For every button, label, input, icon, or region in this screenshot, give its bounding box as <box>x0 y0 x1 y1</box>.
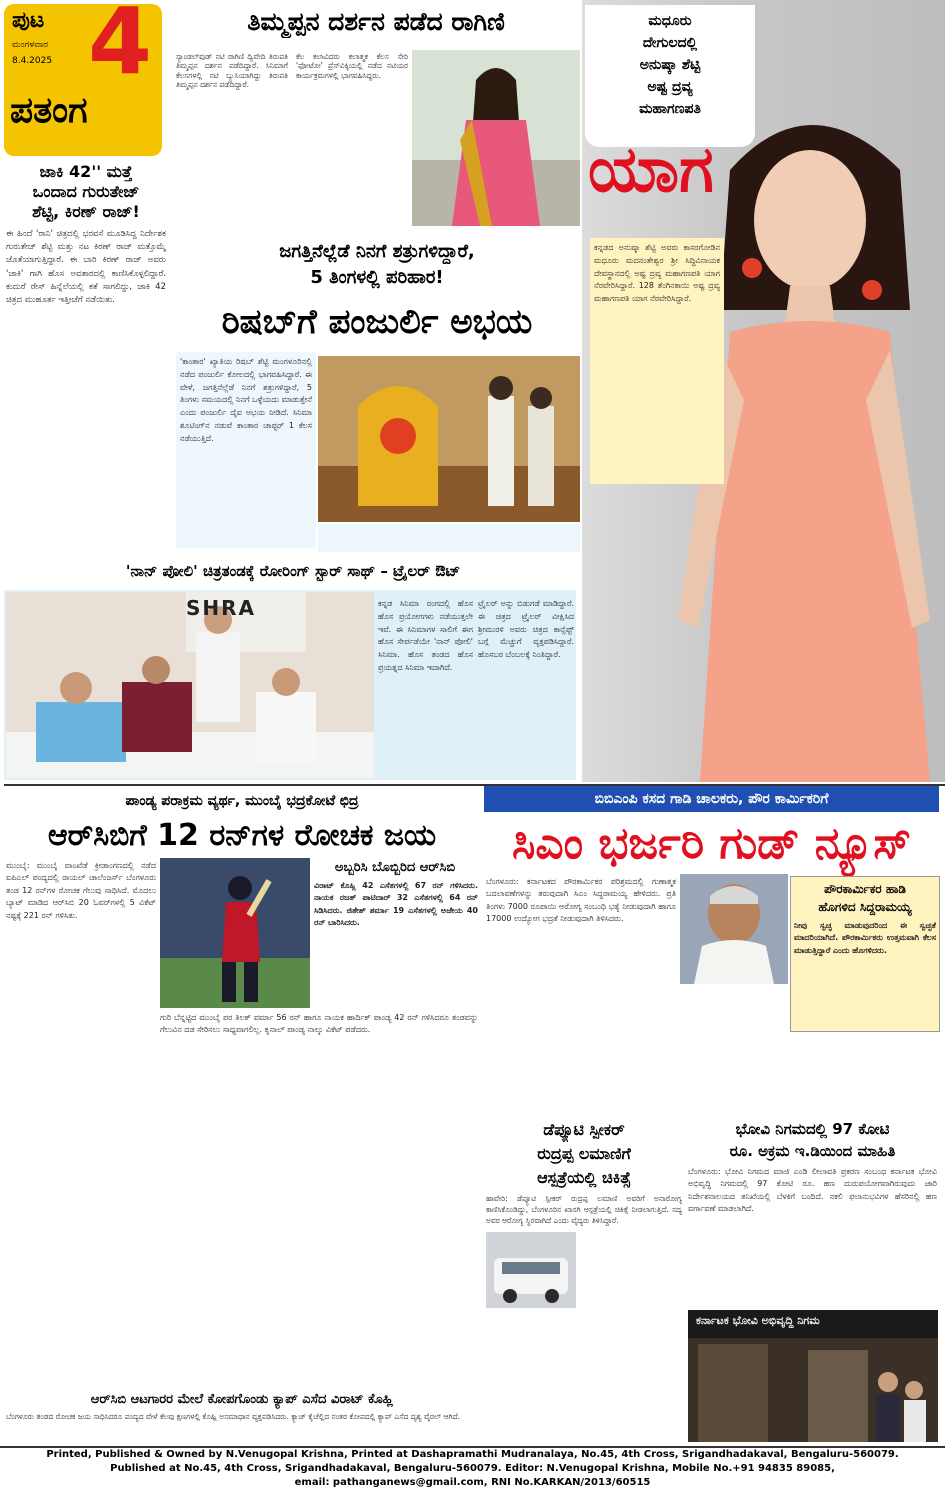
weekday: ಮಂಗಳವಾರ <box>12 40 49 50</box>
naan-poli-body-2: ಟ್ರೈಲರ್ ಅನ್ನು ಬಿಡುಗಡೆ ಮಾಡಿದ್ದಾರೆ. ಈ ಚಿತ್ರದ ಟ್ರೈಲರ್ ವೀಕ್ಷಿಸಿದ ಶ್ರೀಮುರಳಿ ಅವರು ಚಿತ್ರದ ಕಾನ್ಸೆಪ್ಟ್ ಬಗ್ಗೆ ಮೆಚ್ಚುಗೆ ವ್ಯಕ್ತಪಡಿಸಿದ್ದಾರೆ. ಹೊಸಬರ ಬೆಂಬಲಕ್ಕೆ ನಿಂತಿದ್ದಾರೆ. <box>478 599 574 660</box>
pourakarmika-title-1: ಪೌರಕಾರ್ಮಿಕರ ಹಾಡಿ <box>824 882 906 896</box>
cm-headline: ಸಿಎಂ ಭರ್ಜರಿ ಗುಡ್ ನ್ಯೂಸ್ <box>511 818 911 869</box>
bhovi-headline-1: ಭೋವಿ ನಿಗಮದಲ್ಲಿ 97 ಕೋಟಿ <box>735 1120 890 1138</box>
yoga-kicker-4: ಅಷ್ಟ ದ್ರವ್ಯ <box>647 79 693 95</box>
jaaki-headline-2: ಒಂದಾದ ಗುರುತೇಜ್ <box>32 182 140 201</box>
rishab-body: 'ಕಾಂತಾರ' ಖ್ಯಾತಿಯ ರಿಷಬ್ ಶೆಟ್ಟಿ ಮಂಗಳೂರಿನಲ್ಲಿ ನಡೆದ ಪಂಜುರ್ಲಿ ಕೋಲದಲ್ಲಿ ಭಾಗವಹಿಸಿದ್ದಾರೆ. ಈ ವೇಳೆ, ಜಗತ್ತಿನೆಲ್ಲೆಡೆ ನಿನಗೆ ಶತ್ರುಗಳಿದ್ದಾರೆ, 5 ತಿಂಗಳು ಸಮಯದಲ್ಲಿ ನಿನಗೆ ಒಳ್ಳೆಯದು ಮಾಡುತ್ತೇನೆ ಎಂದು ಪಂಜುರ್ಲಿ ದೈವ ಅಭಯ ನೀಡಿದೆ. ಸಿನಿಮಾ ಶೂಟಿಂಗ್‌ನ ನಡುವೆ ಕಾಂತಾರ ಚಾಪ್ಟರ್ 1 ಕೆಲಸ ನಡೆಯುತ್ತಿದೆ. <box>180 357 312 443</box>
ragini-photo <box>412 50 580 226</box>
rishab-kicker-2: 5 ತಿಂಗಳಲ್ಲಿ ಪರಿಹಾರ! <box>310 267 444 288</box>
ragini-body-2: ಕೆಲ ಕಲಾವಿದರು ಕಲಾತ್ಮಕ ಕೆಲಸ ಸೇರಿ 'ಫೋಟೋ' ಪ್ರೆಸ್‌ವಿಕ್ಕಿಯಲ್ಲಿ ನಡೆದ ನಟಿಯರ ಕಾರ್ಯಕ್ರಮಗಳಲ್ಲಿ ಭಾಗವಹಿಸಿದ್ದರು. <box>296 52 408 80</box>
rcb-body-3: ಗುರಿ ಬೆನ್ನಟ್ಟಿದ ಮುಂಬೈ ಪರ ತಿಲಕ್ ವರ್ಮಾ 56 ರನ್ ಹಾಗೂ ನಾಯಕ ಹಾರ್ದಿಕ್ ಪಾಂಡ್ಯ 42 ರನ್ ಗಳಿಸಿದರೂ ತಂಡವನ್ನು ಗೆಲುವಿನ ದಡ ಸೇರಿಸಲು ಸಾಧ್ಯವಾಗಲಿಲ್ಲ. ಕೃನಾಲ್ ಪಾಂಡ್ಯ ನಾಲ್ಕು ವಿಕೆಟ್ ಪಡೆದರು. <box>160 1013 478 1035</box>
yoga-kicker-2: ದೇಗುಲದಲ್ಲಿ <box>642 35 698 51</box>
rcb-headline: ಆರ್‌ಸಿಬಿಗೆ 12 ರನ್‌ಗಳ ರೋಚಕ ಜಯ <box>47 818 437 853</box>
rishab-photo <box>318 356 580 522</box>
ragini-headline: ತಿಮ್ಮಪ್ಪನ ದರ್ಶನ ಪಡೆದ ರಾಗಿಣಿ <box>247 7 505 36</box>
rcb-body-2: ವಿರಾಟ್ ಕೊಹ್ಲಿ 42 ಎಸೆತಗಳಲ್ಲಿ 67 ರನ್ ಗಳಿಸಿದರು. ನಾಯಕ ರಜತ್ ಪಾಟಿದಾರ್ 32 ಎಸೆತಗಳಲ್ಲಿ 64 ರನ್ ಸಿಡಿಸಿದರು. ಜಿತೇಶ್ ಶರ್ಮಾ 19 ಎಸೆತಗಳಲ್ಲಿ ಅಜೇಯ 40 ರನ್ ಬಾರಿಸಿದರು. <box>314 881 478 928</box>
page-number: 4 <box>88 0 153 95</box>
bhovi-photo <box>688 1310 938 1442</box>
yoga-kicker-3: ಅನುಷ್ಕಾ ಶೆಟ್ಟಿ <box>639 57 701 73</box>
bhovi-headline-2: ರೂ. ಅಕ್ರಮ ಇ.ಡಿಯಿಂದ ಮಾಹಿತಿ <box>729 1142 896 1160</box>
rishab-headline: ರಿಷಬ್‌ಗೆ ಪಂಜುರ್ಲಿ ಅಭಯ <box>221 302 533 342</box>
ragini-body-1: ಸ್ಯಾಂಡಲ್‌ವುಡ್ ನಟಿ ರಾಗಿಣಿ ದ್ವಿವೇದಿ ತಿರುಪತಿ ತಿಮ್ಮಪ್ಪನ ದರ್ಶನ ಪಡೆದಿದ್ದಾರೆ. ಸಿನಿಮಾಗೆ ಕೆಲಸಗಳಲ್ಲಿ ನಟಿ ಬ್ಯುಸಿಯಾಗಿದ್ದು ತಿರುಪತಿ ತಿಮ್ಮಪ್ಪನ ದರ್ಶನ ಪಡೆದಿದ್ದಾರೆ. <box>176 52 288 90</box>
speaker-body: ಹಾವೇರಿ: ಡೆಪ್ಯೂಟಿ ಸ್ಪೀಕರ್ ರುದ್ರಪ್ಪ ಲಮಾಣಿ ಅವರಿಗೆ ಅನಾರೋಗ್ಯ ಕಾಣಿಸಿಕೊಂಡಿದ್ದು, ಬೆಂಗಳೂರಿನ ಖಾಸಗಿ ಆಸ್ಪತ್ರೆಯಲ್ಲಿ ಚಿಕಿತ್ಸೆ ನೀಡಲಾಗುತ್ತಿದೆ. ಸದ್ಯ ಅವರ ಆರೋಗ್ಯ ಸ್ಥಿರವಾಗಿದೆ ಎಂದು ವೈದ್ಯರು ತಿಳಿಸಿದ್ದಾರೆ. <box>486 1194 682 1225</box>
paper-name: ಪತಂಗ <box>10 90 88 131</box>
bbmp-caption <box>680 986 788 1112</box>
speaker-body-3 <box>486 1312 578 1440</box>
rcb-kicker: ಪಾಂಡ್ಯ ಪರಾಕ್ರಮ ವ್ಯರ್ಥ, ಮುಂಬೈ ಭದ್ರಕೋಟೆ ಛಿದ್ರ <box>125 793 359 809</box>
page-label: ಪುಟ <box>12 8 45 33</box>
speaker-headline-2: ರುದ್ರಪ್ಪ ಲಮಾಣಿಗೆ <box>537 1144 631 1163</box>
yoga-headline: ಯಾಗ <box>588 133 714 207</box>
rishab-caption <box>318 524 580 552</box>
speaker-body-2 <box>580 1232 682 1440</box>
bbmp-body: ಬೆಂಗಳೂರು: ಕರ್ನಾಟಕದ ಪೌರಕಾರ್ಮಿಕರ ಪರಿಶ್ರಮದಲ್ಲಿ ಗುಣಾತ್ಮಕ ಬದಲಾವಣೆಗಳನ್ನು ತರುವುದಾಗಿ ಸಿಎಂ ಸಿದ್ದರಾಮಯ್ಯ ಹೇಳಿದರು. ಪ್ರತಿ ತಿಂಗಳು 7000 ರೂಪಾಯಿ ಆರೋಗ್ಯ ಸಂಬಂಧಿ ಭತ್ಯೆ ನೀಡುವುದಾಗಿ ಹಾಗೂ 17000 ಉದ್ಯೋಗ ಭದ್ರತೆ ನೀಡುವುದಾಗಿ ತಿಳಿಸಿದರು. <box>486 877 676 924</box>
bhovi-body: ಬೆಂಗಳೂರು: ಭೋವಿ ನಿಗಮದ ಮಾಜಿ ಎಂಡಿ ಲೀಲಾವತಿ ಪ್ರಕರಣ ಸಂಬಂಧ ಕರ್ನಾಟಕ ಭೋವಿ ಅಭಿವೃದ್ಧಿ ನಿಗಮದಲ್ಲಿ 97 ಕೋಟಿ ರೂ. ಹಣ ದುರುಪಯೋಗವಾಗಿರುವುದು ಜಾರಿ ನಿರ್ದೇಶನಾಲಯದ ತನಿಖೆಯಲ್ಲಿ ಬೆಳಕಿಗೆ ಬಂದಿದೆ. ನಕಲಿ ಫಲಾನುಭವಿಗಳ ಹೆಸರಿನಲ್ಲಿ ಹಣ ವರ್ಗಾವಣೆ ಮಾಡಲಾಗಿದೆ. <box>688 1167 937 1214</box>
rishab-kicker-1: ಜಗತ್ತಿನೆಲ್ಲೆಡೆ ನಿನಗೆ ಶತ್ರುಗಳಿದ್ದಾರೆ, <box>279 241 475 262</box>
pourakarmika-title-2: ಹೊಗಳಿದ ಸಿದ್ದರಾಮಯ್ಯ <box>818 900 912 914</box>
speaker-photo <box>486 1232 576 1308</box>
footer-line-2: Published at No.45, 4th Cross, Srigandhadakaval, Bengaluru-560079. Editor: N.Venugopal Krishna, Mobile No.+91 94835 89085, <box>110 1463 835 1474</box>
rcb-subhead: ಅಬ್ಬರಿಸಿ ಬೊಬ್ಬಿರಿದ ಆರ್‌ಸಿಬಿ <box>334 860 456 875</box>
naan-poli-body-1: ಕನ್ನಡ ಸಿನಿಮಾ ರಂಗದಲ್ಲಿ ಹೊಸ ಹೊಸ ಪ್ರಯೋಗಗಳು ನಡೆಯುತ್ತಲೇ ಇವೆ. ಈ ಸಿನಿಮಾಗಳ ಸಾಲಿಗೆ ಈಗ ಹೊಸ ಸೇರ್ಪಡೆಯೇ 'ನಾನ್ ಪೋಲಿ' ಸಿನಿಮಾ. ಹೊಸ ತಂಡದ ಹೊಸ ಪ್ರಯತ್ನದ ಸಿನಿಮಾ ಇದಾಗಿದೆ. <box>378 599 473 672</box>
speaker-headline-1: ಡೆಪ್ಯೂಟಿ ಸ್ಪೀಕರ್ <box>543 1120 625 1139</box>
kohli-body: ಬೆಂಗಳೂರು ತಂಡದ ರೋಚಕ ಜಯ ಸಾಧಿಸಿದರೂ ಪಂದ್ಯದ ವೇಳೆ ಕೆಲವು ಕ್ಷಣಗಳಲ್ಲಿ ಕೊಹ್ಲಿ ಅಸಮಾಧಾನ ವ್ಯಕ್ತಪಡಿಸಿದರು. ಕ್ಯಾಚ್ ಕೈಚೆಲ್ಲಿದ ನಂತರ ಕೋಪದಲ್ಲಿ ಕ್ಯಾಪ್ ಎಸೆದ ದೃಶ್ಯ ವೈರಲ್ ಆಗಿದೆ. <box>6 1412 461 1421</box>
yoga-body: ಕನ್ನಡದ ಅನುಷ್ಕಾ ಶೆಟ್ಟಿ ಅವರು ಕಾಸರಗೋಡಿನ ಮಧೂರು ಮದನಂತೇಶ್ವರ ಶ್ರೀ ಸಿದ್ಧಿವಿನಾಯಕ ದೇವಸ್ಥಾನದಲ್ಲಿ ಅಷ್ಟ ದ್ರವ್ಯ ಮಹಾಗಣಪತಿ ಯಾಗ ನೆರವೇರಿಸಿದ್ದಾರೆ. 128 ತೆಂಗಿನಕಾಯಿ ಅಷ್ಟ ದ್ರವ್ಯ ಮಹಾಗಣಪತಿ ಯಾಗ ನೆರವೇರಿಸಿದ್ದಾರೆ. <box>594 243 720 304</box>
rcb-photo <box>160 858 310 1008</box>
yoga-kicker-1: ಮಧೂರು <box>648 13 692 29</box>
footer <box>0 1446 945 1491</box>
yoga-text-box <box>590 238 724 484</box>
kohli-headline: ಆರ್‌ಸಿಬಿ ಆಟಗಾರರ ಮೇಲೆ ಕೋಪಗೊಂಡು ಕ್ಯಾಪ್ ಎಸೆದ ವಿರಾಟ್ ಕೊಹ್ಲಿ <box>90 1392 394 1407</box>
bbmp-banner: ಬಿಬಿಎಂಪಿ ಕಸದ ಗಾಡಿ ಚಾಲಕರು, ಪೌರ ಕಾರ್ಮಿಕರಿಗೆ <box>484 786 939 812</box>
speaker-headline-3: ಆಸ್ಪತ್ರೆಯಲ್ಲಿ ಚಿಕಿತ್ಸೆ <box>537 1168 631 1187</box>
siddaramaiah-photo <box>680 874 788 984</box>
bhovi-sign: ಕರ್ನಾಟಕ ಭೋವಿ ಅಭಿವೃದ್ಧಿ ನಿಗಮ <box>696 1314 820 1327</box>
jaaki-headline-3: ಶೆಟ್ಟಿ, ಕಿರಣ್ ರಾಜ್! <box>32 202 140 221</box>
jaaki-headline-1: ಜಾಕಿ 42'' ಮತ್ತೆ <box>39 162 133 181</box>
jaaki-body: ಈ ಹಿಂದೆ 'ರಾನಿ' ಚಿತ್ರದಲ್ಲಿ ಭರವಸೆ ಮೂಡಿಸಿದ್ದ ನಿರ್ದೇಶಕ ಗುರುತೇಜ್ ಶೆಟ್ಟಿ ಮತ್ತು ನಟ ಕಿರಣ್ ರಾಜ್ ಮತ್ತೊಮ್ಮೆ ಜೊತೆಯಾಗುತ್ತಿದ್ದಾರೆ. ಈ ಬಾರಿ ಕಿರಣ್ ರಾಜ್ ಅವರು 'ಜಾಕಿ' ಗಾಗಿ ಹೊಸ ಅವತಾರದಲ್ಲಿ ಕಾಣಿಸಿಕೊಳ್ಳಲಿದ್ದಾರೆ. ಕುದುರೆ ರೇಸ್ ಹಿನ್ನೆಲೆಯಲ್ಲಿ ಕತೆ ಸಾಗಲಿದ್ದು, ಜಾಕಿ 42 ಚಿತ್ರದ ಮುಹೂರ್ತ ಇತ್ತೀಚೆಗೆ ನಡೆಯಿತು. <box>6 229 166 305</box>
footer-line-1: Printed, Published & Owned by N.Venugopal Krishna, Printed at Dashapramathi Mudranalaya, No.45, 4th Cross, Srigandhadakaval, Bengaluru-560079. <box>46 1449 899 1460</box>
footer-line-3: email: pathanganews@gmail.com, RNI No.KARKAN/2013/60515 <box>294 1477 651 1488</box>
issue-date: 8.4.2025 <box>12 56 53 66</box>
signboard: SHRA <box>186 596 257 620</box>
bbmp-body-2 <box>790 1034 940 1112</box>
naan-poli-headline: 'ನಾನ್ ಪೋಲಿ' ಚಿತ್ರತಂಡಕ್ಕೆ ರೋರಿಂಗ್ ಸ್ಟಾರ್ ಸಾಥ್‌ – ಟ್ರೈಲರ್ ಔಟ್ <box>125 562 461 580</box>
rcb-body-1: ಮುಂಬೈ: ಮುಂಬೈ ವಾಂಖೆಡೆ ಕ್ರೀಡಾಂಗಣದಲ್ಲಿ ನಡೆದ ಐಪಿಎಲ್ ಪಂದ್ಯದಲ್ಲಿ ರಾಯಲ್ ಚಾಲೆಂಜರ್ಸ್ ಬೆಂಗಳೂರು ತಂಡ 12 ರನ್‌ಗಳ ರೋಚಕ ಗೆಲುವು ಸಾಧಿಸಿದೆ. ಮೊದಲು ಬ್ಯಾಟ್ ಮಾಡಿದ ಆರ್‌ಸಿಬಿ 20 ಓವರ್‌ಗಳಲ್ಲಿ 5 ವಿಕೆಟ್ ನಷ್ಟಕ್ಕೆ 221 ರನ್ ಗಳಿಸಿತು. <box>6 861 156 920</box>
pourakarmika-body: ನೀವು ಸ್ವಚ್ಛ ಮಾಡುವುದರಿಂದ ಈ ಸ್ವಚ್ಛತೆ ಮಾದರಿಯಾಗಿದೆ. ಪೌರಕಾರ್ಮಿಕರು ಉತ್ತಮವಾಗಿ ಕೆಲಸ ಮಾಡುತ್ತಿದ್ದಾರೆ ಎಂದು ಹೊಗಳಿದರು. <box>794 921 936 955</box>
yoga-kicker-5: ಮಹಾಗಣಪತಿ <box>639 101 701 117</box>
